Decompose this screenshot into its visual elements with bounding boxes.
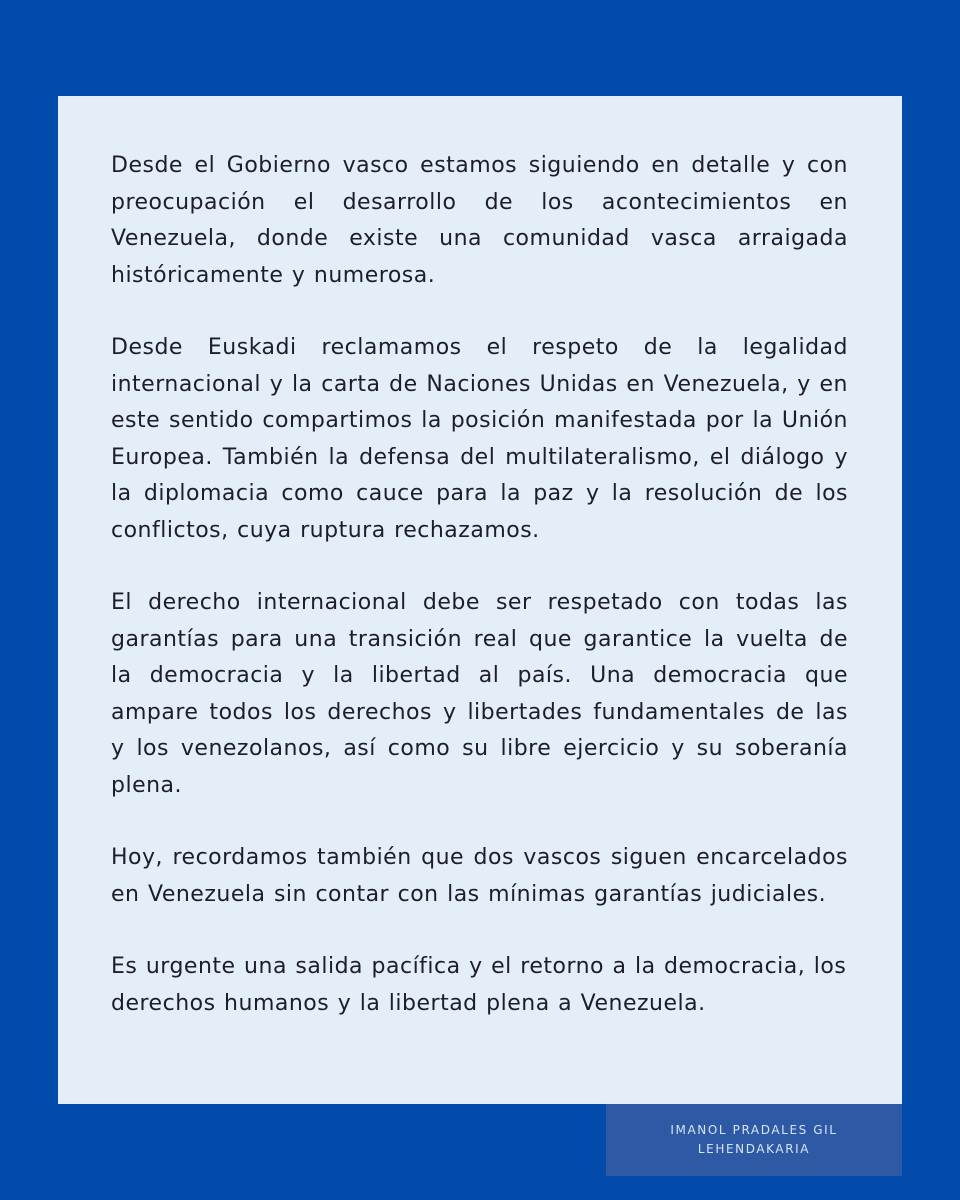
statement-card <box>58 96 902 1104</box>
statement-paragraph: Hoy, recordamos también que dos vascos siguen encarcelados en Venezuela sin contar con las mínimas garantías judiciales. <box>111 845 848 907</box>
signature-box <box>606 1104 902 1176</box>
statement-paragraph: El derecho internacional debe ser respetado con todas las garantías para una transición real que garantice la vuelta de la democracia y la libertad al país. Una democracia que ampare todos los derechos y libertades fundamentales de las y los venezolanos, así como su libre ejercicio y su soberanía plena. <box>111 590 848 798</box>
signature-name: IMANOL PRADALES GIL <box>670 1123 838 1137</box>
statement-paragraph: Desde Euskadi reclamamos el respeto de la legalidad internacional y la carta de Naciones Unidas en Venezuela, y en este sentido compartimos la posición manifestada por la Unión Europea. También la defensa del multilateralismo, el diálogo y la diplomacia como cauce para la paz y la resolución de los conflictos, cuya ruptura rechazamos. <box>111 335 848 543</box>
signature-title: LEHENDAKARIA <box>697 1142 811 1156</box>
statement-paragraph: Es urgente una salida pacífica y el retorno a la democracia, los derechos humanos y la libertad plena a Venezuela. <box>111 954 847 1016</box>
statement-paragraph: Desde el Gobierno vasco estamos siguiendo en detalle y con preocupación el desarrollo de los acontecimientos en Venezuela, donde existe una comunidad vasca arraigada históricamente y numerosa. <box>111 153 848 288</box>
